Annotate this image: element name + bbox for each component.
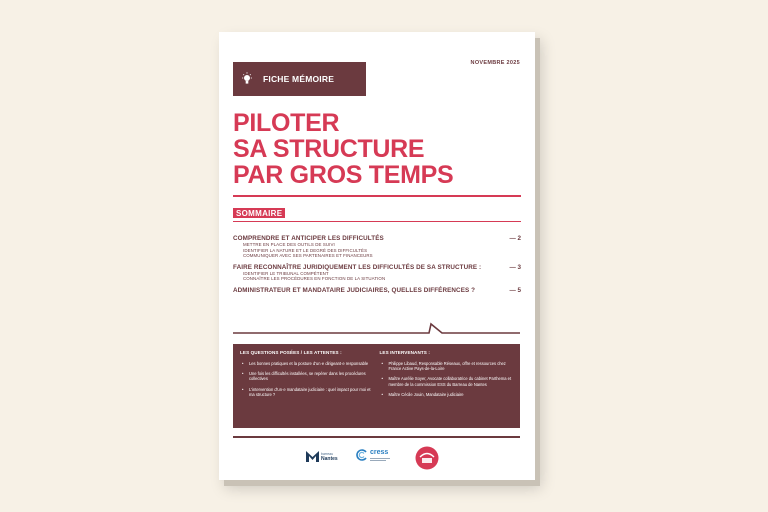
toc-heading-row — [233, 287, 521, 294]
list-item: • Maître Cécile Jouin, Mandataire judiciaire — [380, 392, 514, 397]
title-line: SA STRUCTURE — [233, 135, 425, 163]
list-item: • L'intervention d'un·e mandataire judiciaire : quel impact pour moi et ma structure ? — [240, 387, 374, 397]
list-item: • Une fois les difficultés installées, se repérer dans les procédures collectives — [240, 371, 374, 381]
speakers-heading: LES INTERVENANTS : — [379, 350, 430, 355]
title-line: PAR GROS TEMPS — [233, 161, 454, 189]
lightbulb-icon — [241, 72, 253, 86]
list-item: • Maître Aurélie Soyer, Avocate collaboratrice du cabinet Parthema et membre de la commission ESS du Barreau de Nantes — [380, 376, 514, 386]
cress-swirl-icon — [356, 449, 368, 461]
toc-subitem: IDENTIFIER LE TRIBUNAL COMPÉTENT — [243, 270, 329, 276]
title-line: PILOTER — [233, 109, 340, 137]
page-title — [233, 110, 453, 188]
toc-heading-row — [233, 235, 521, 242]
toc-section — [233, 235, 521, 259]
footer-divider — [233, 436, 520, 438]
toc-heading-row — [233, 264, 521, 271]
toc-page-number: — 3 — [509, 263, 521, 271]
toc-subitem: CONNAÎTRE LES PROCÉDURES EN FONCTION DE LA SITUATION — [243, 276, 386, 282]
table-of-contents — [233, 235, 521, 299]
cress-logo-text: cress — [370, 449, 389, 457]
toc-section — [233, 264, 521, 282]
toc-subitem: IDENTIFIER LA NATURE ET LE DEGRÉ DES DIFFICULTÉS — [243, 247, 368, 253]
speech-bubble-divider — [233, 322, 520, 334]
document-page — [219, 32, 535, 480]
toc-heading: ADMINISTRATEUR ET MANDATAIRE JUDICIAIRES, QUELLES DIFFÉRENCES ? — [233, 286, 476, 294]
cress-logo — [356, 449, 390, 461]
toc-subitem: METTRE EN PLACE DES OUTILS DE SUIVI — [243, 242, 335, 247]
fiche-memoire-badge — [233, 62, 366, 96]
round-red-logo-icon — [415, 446, 439, 470]
barreau-mark-icon — [306, 451, 319, 462]
list-item: • Les bonnes pratiques et la posture d'un·e dirigeant·e responsable — [240, 361, 374, 366]
publication-date: NOVEMBRE 2025 — [470, 60, 520, 66]
barreau-nantes-logo — [306, 451, 338, 462]
speakers-list — [380, 361, 514, 397]
cress-tagline-bar — [370, 458, 390, 459]
questions-heading: LES QUESTIONS POSÉES / LES ATTENTES : — [240, 350, 342, 355]
toc-heading: FAIRE RECONNAÎTRE JURIDIQUEMENT LES DIFFICULTÉS DE SA STRUCTURE : — [233, 263, 482, 271]
barreau-logo-line2: Nantes — [321, 455, 338, 462]
toc-heading: COMPRENDRE ET ANTICIPER LES DIFFICULTÉS — [233, 235, 384, 242]
speakers-column — [374, 350, 514, 422]
badge-label: FICHE MÉMOIRE — [263, 74, 335, 84]
list-item: • Philippe Libaud, Responsable Réseaux, offre et ressources chez France Active Pays-de-la-Loire — [380, 361, 514, 371]
sommaire-label: SOMMAIRE — [233, 208, 285, 218]
toc-page-number: — 2 — [509, 235, 521, 242]
sommaire-divider — [233, 221, 521, 222]
questions-column — [240, 350, 374, 422]
toc-page-number: — 5 — [509, 286, 521, 294]
cress-tagline-bar — [370, 460, 386, 461]
title-divider — [233, 195, 521, 197]
toc-section — [233, 287, 521, 294]
partner-logos — [219, 446, 535, 472]
toc-subitem: COMMUNIQUER AVEC SES PARTENAIRES ET FINANCEURS — [243, 253, 373, 259]
barreau-logo-line1: barreau — [321, 451, 334, 456]
questions-list — [240, 361, 374, 397]
info-panel — [233, 344, 520, 428]
